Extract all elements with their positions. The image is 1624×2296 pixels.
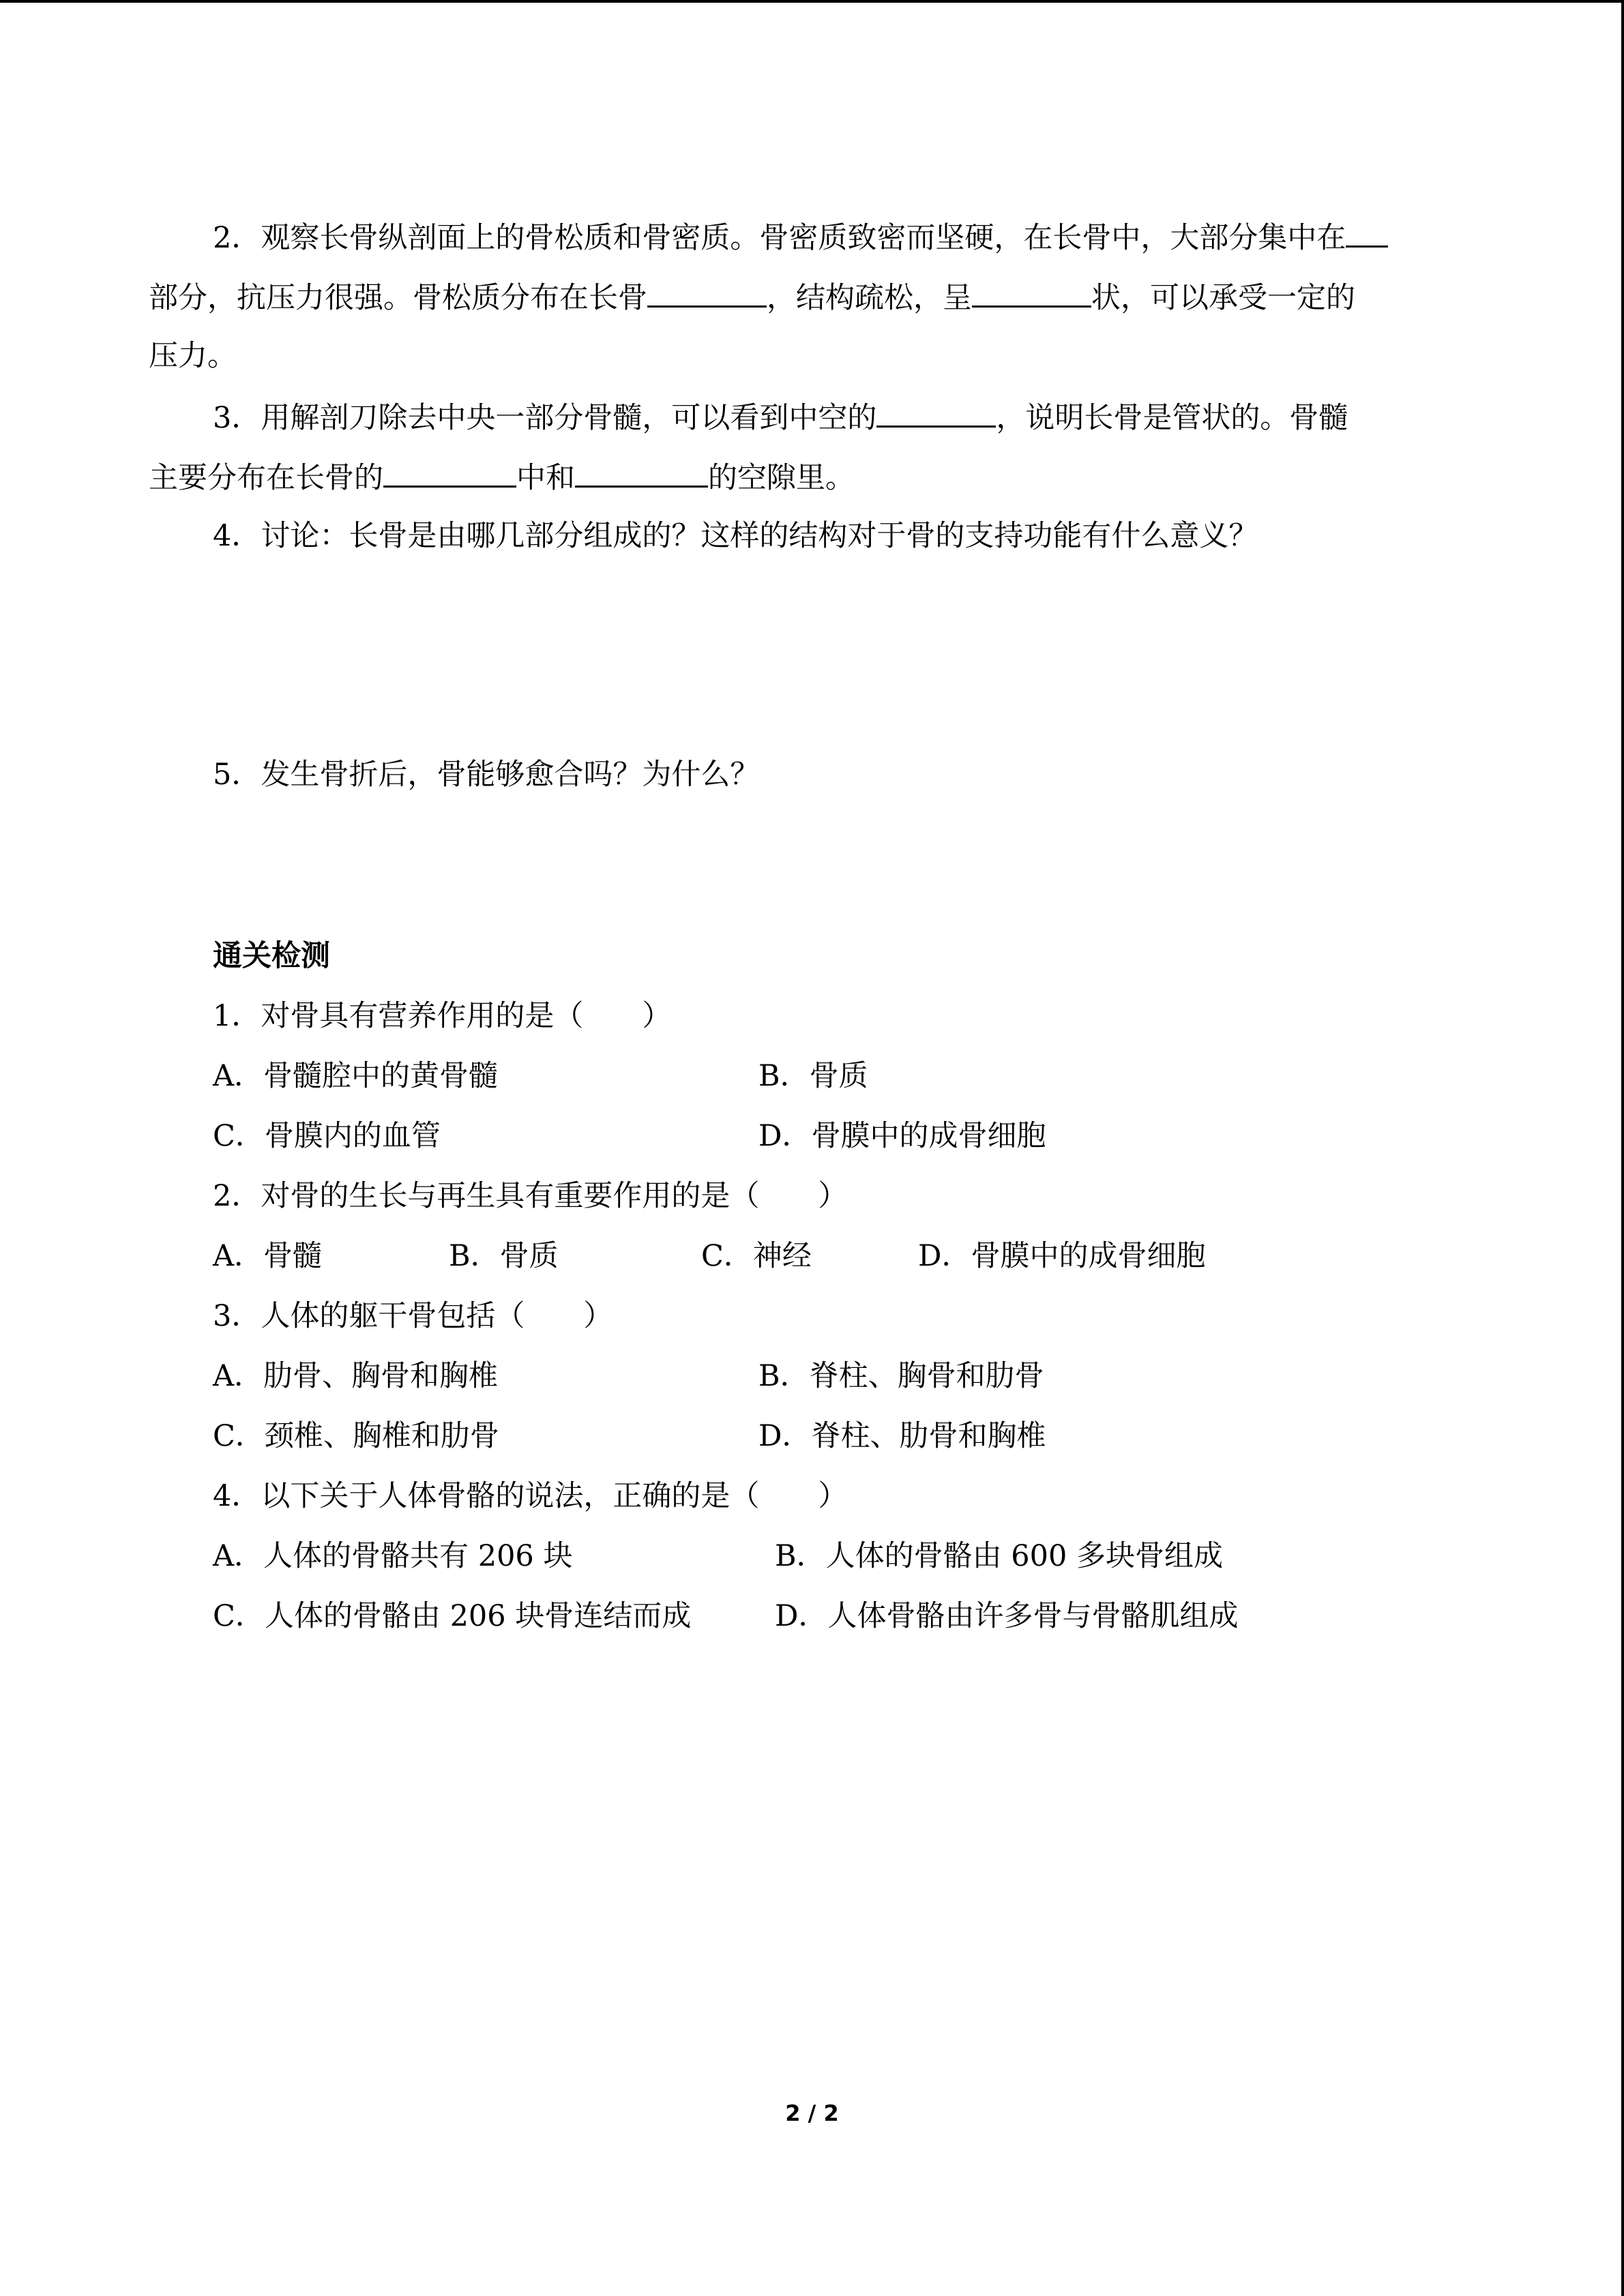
- fill-blank: [647, 275, 767, 308]
- test-q4-stem: 4．以下关于人体骨骼的说法，正确的是（ ）: [213, 1479, 848, 1513]
- test-q4-option-b: B．人体的骨骼由 600 多块骨组成: [775, 1539, 1224, 1573]
- q3-text: ，说明长骨是管状的。骨髓: [996, 401, 1348, 435]
- q3-text: 中和: [516, 461, 575, 495]
- test-q3-option-d: D．脊柱、肋骨和胸椎: [758, 1419, 1046, 1453]
- test-q1-option-c: C．骨膜内的血管: [213, 1119, 441, 1153]
- q2-text: 状，可以承受一定的: [1091, 281, 1355, 315]
- q3-line-2: [149, 456, 855, 498]
- q2-line-3: [149, 336, 237, 376]
- q5-question: 5．发生骨折后，骨能够愈合吗？为什么？: [213, 758, 760, 792]
- test-q2-option-d: D．骨膜中的成骨细胞: [918, 1239, 1206, 1273]
- q3-text: 主要分布在长骨的: [149, 461, 383, 495]
- q2-line-2: [149, 275, 1355, 318]
- test-q4-option-d: D．人体骨骼由许多骨与骨骼肌组成: [775, 1599, 1239, 1633]
- fill-blank: [876, 396, 996, 428]
- q2-text: ，结构疏松，呈: [767, 281, 972, 315]
- q3-text: 3．用解剖刀除去中央一部分骨髓，可以看到中空的: [213, 401, 877, 435]
- fill-blank: [972, 275, 1091, 308]
- section-heading: 通关检测: [213, 939, 330, 973]
- test-q4-option-a: A．人体的骨骼共有 206 块: [213, 1539, 573, 1573]
- q3-text: 的空隙里。: [708, 461, 855, 495]
- page-top-border: [0, 0, 1624, 3]
- test-q4-option-c: C．人体的骨骼由 206 块骨连结而成: [213, 1599, 692, 1633]
- test-q2-option-c: C．神经: [701, 1239, 812, 1273]
- page-number: 2 / 2: [785, 2100, 839, 2126]
- q2-text: 压力。: [149, 339, 237, 373]
- test-q1-option-b: B．骨质: [758, 1059, 868, 1093]
- test-q3-option-b: B．脊柱、胸骨和肋骨: [758, 1359, 1044, 1393]
- test-q2-option-b: B．骨质: [449, 1239, 559, 1273]
- q2-line-1: [213, 215, 1388, 258]
- q3-line-1: [213, 396, 1348, 438]
- test-q1-option-a: A．骨髓腔中的黄骨髓: [213, 1059, 499, 1093]
- page-right-border: [1621, 0, 1624, 2296]
- test-q2-stem: 2．对骨的生长与再生具有重要作用的是（ ）: [213, 1179, 848, 1213]
- test-q3-stem: 3．人体的躯干骨包括（ ）: [213, 1299, 613, 1333]
- q2-text: 2．观察长骨纵剖面上的骨松质和骨密质。骨密质致密而坚硬，在长骨中，大部分集中在: [213, 221, 1346, 255]
- fill-blank: [383, 456, 516, 488]
- test-q1-stem: 1．对骨具有营养作用的是（ ）: [213, 999, 672, 1033]
- fill-blank: [1346, 215, 1388, 248]
- q4-discussion: 4．讨论：长骨是由哪几部分组成的？这样的结构对于骨的支持功能有什么意义？: [213, 519, 1258, 553]
- fill-blank: [575, 456, 708, 488]
- test-q1-option-d: D．骨膜中的成骨细胞: [758, 1119, 1046, 1153]
- test-q3-option-a: A．肋骨、胸骨和胸椎: [213, 1359, 499, 1393]
- test-q3-option-c: C．颈椎、胸椎和肋骨: [213, 1419, 499, 1453]
- test-q2-option-a: A．骨髓: [213, 1239, 323, 1273]
- q2-text: 部分，抗压力很强。骨松质分布在长骨: [149, 281, 647, 315]
